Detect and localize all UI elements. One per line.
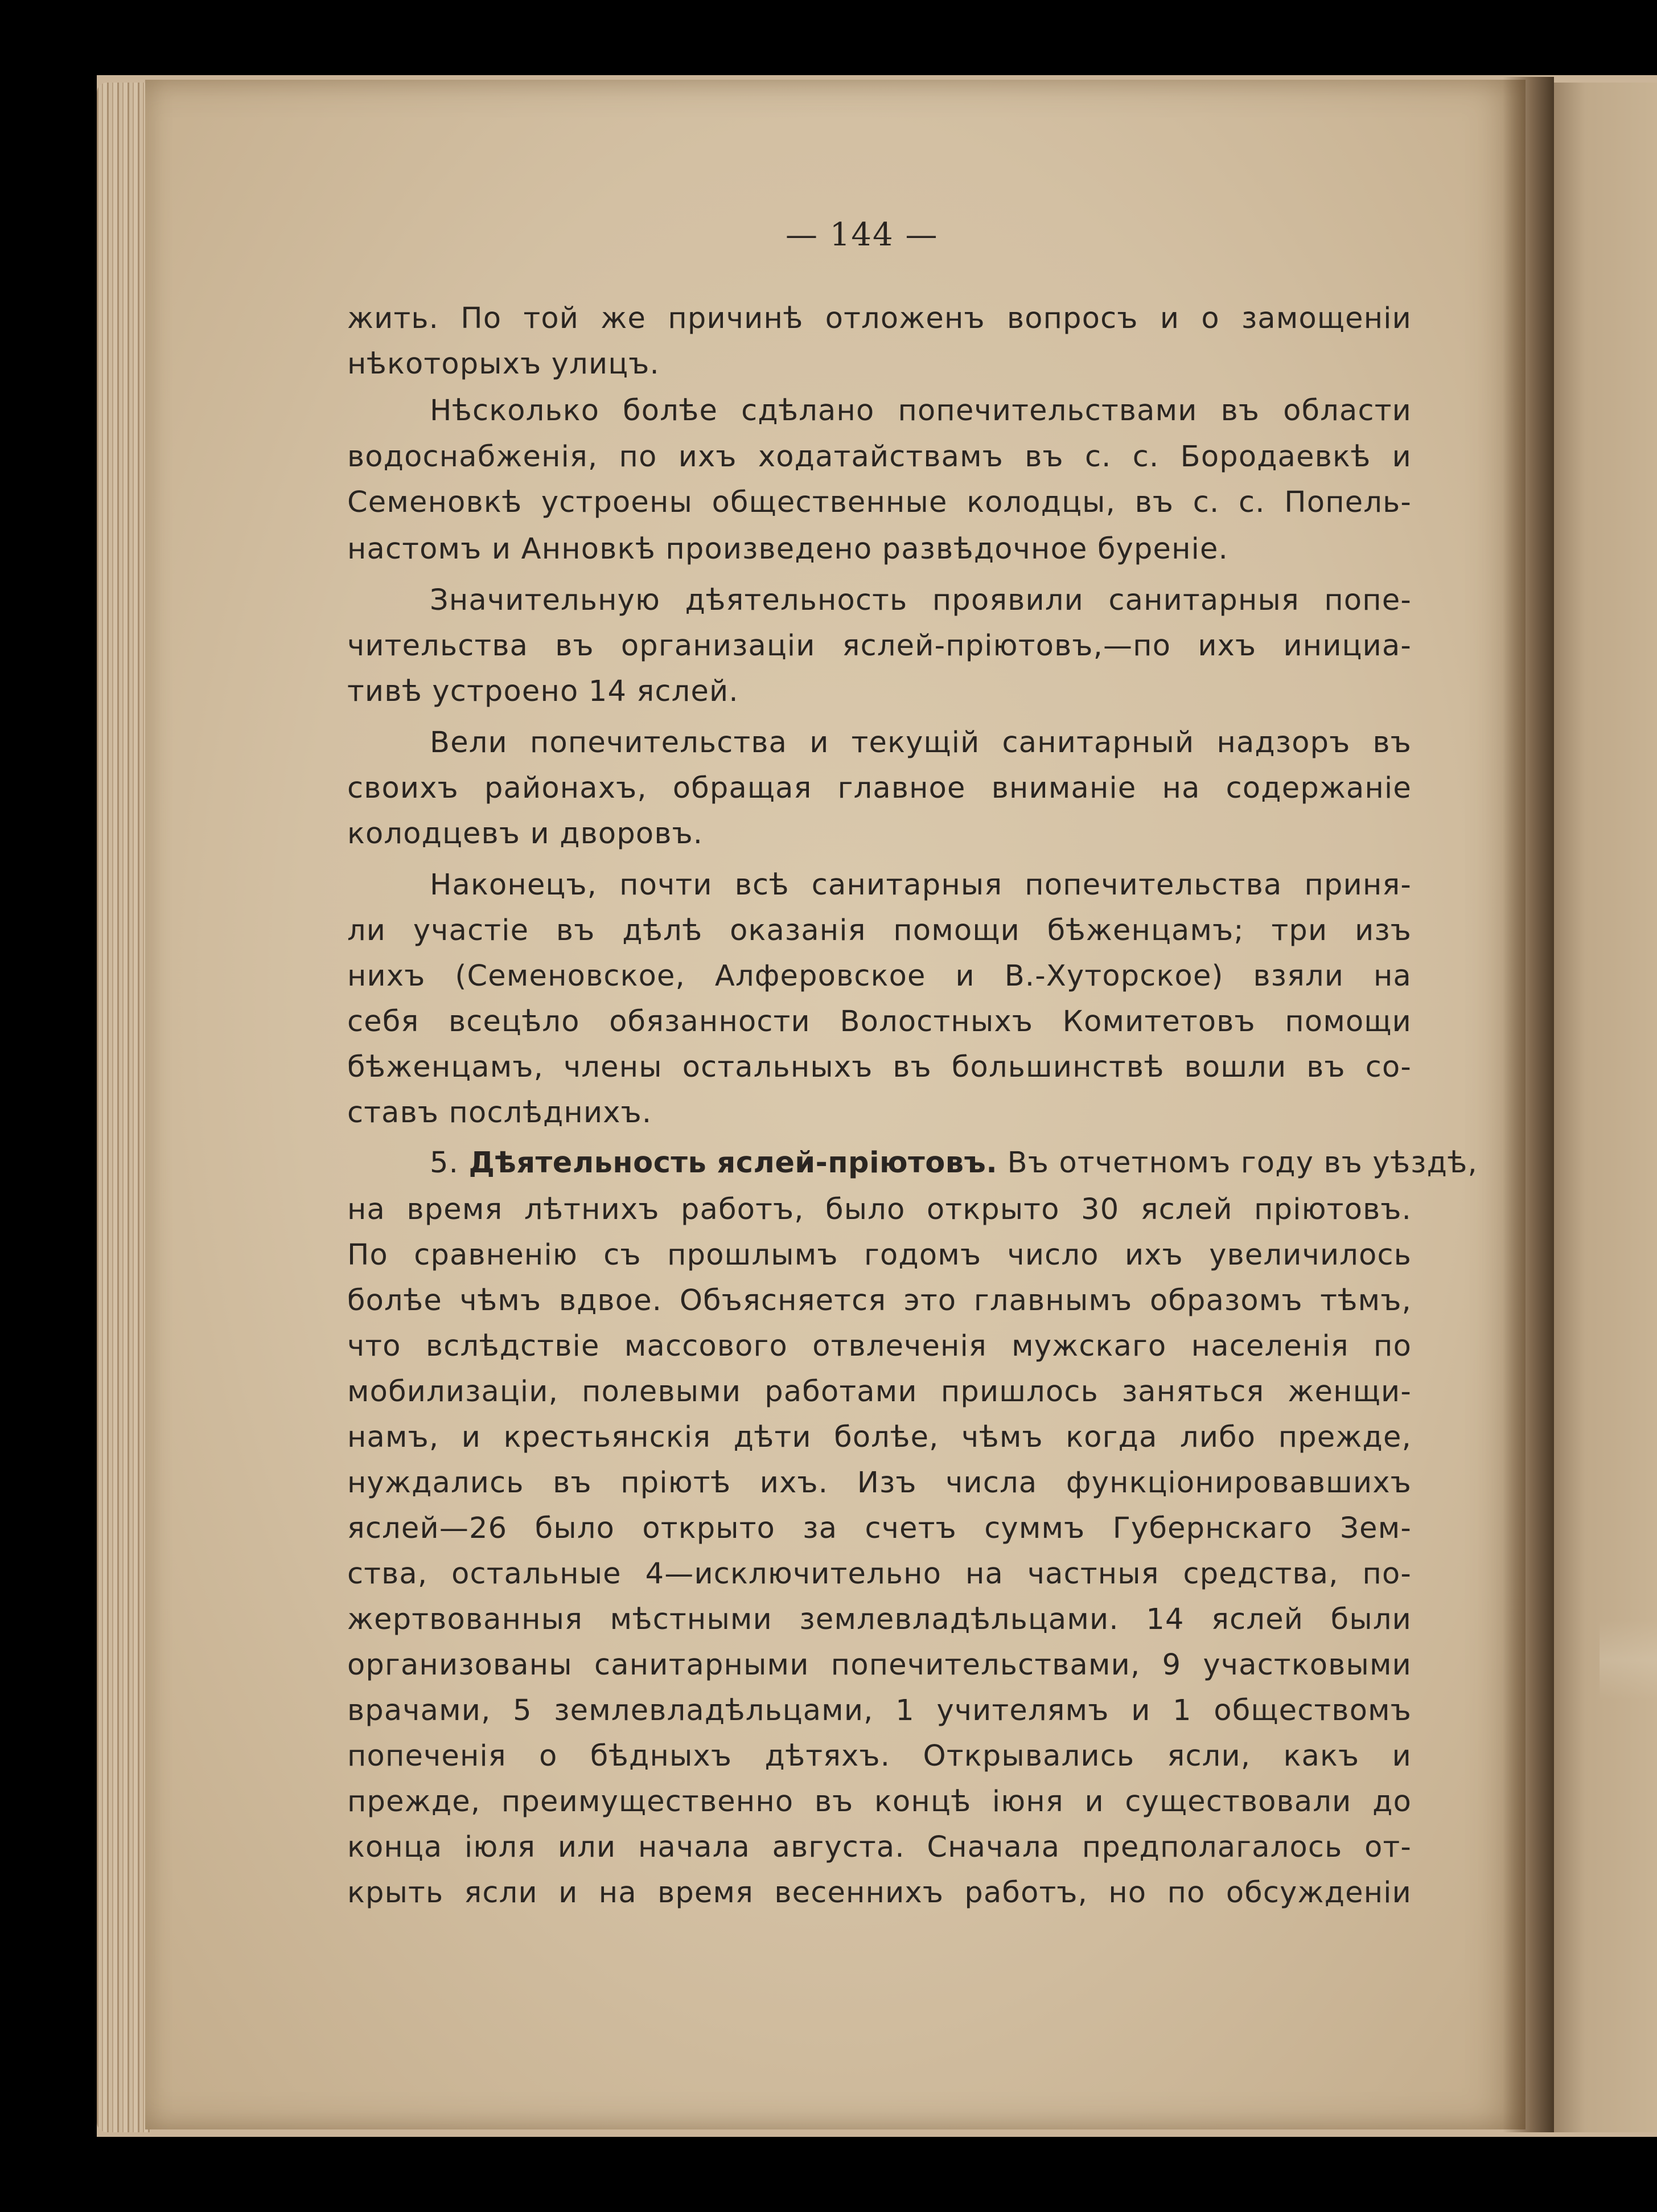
text-line: конца iюля или начала августа. Сначала предполагалось от- — [347, 1831, 1412, 1864]
text-line: настомъ и Анновкѣ произведено развѣдочное буренiе. — [347, 532, 1229, 566]
text-line: себя всецѣло обязанности Волостныхъ Комитетовъ помощи — [347, 1005, 1412, 1039]
text-line: бѣженцамъ, члены остальныхъ въ большинствѣ вошли въ со- — [347, 1050, 1412, 1084]
text-line: болѣе чѣмъ вдвое. Объясняется это главнымъ образомъ тѣмъ, — [347, 1284, 1412, 1318]
text-line: что вслѣдствiе массового отвлеченiя мужскаго населенiя по — [347, 1329, 1412, 1363]
text-line: Вели попечительства и текущiй санитарный надзоръ въ — [430, 726, 1412, 760]
text-line: попеченiя о бѣдныхъ дѣтяхъ. Открывались ясли, какъ и — [347, 1739, 1412, 1773]
text-line: яслей—26 было открыто за счетъ суммъ Губернскаго Зем- — [347, 1512, 1412, 1545]
text-line: водоснабженiя, по ихъ ходатайствамъ въ с. с. Бородаевкѣ и — [347, 440, 1412, 474]
section-number: 5. — [430, 1146, 459, 1180]
page-edges — [97, 83, 151, 2132]
text-line: ставъ послѣднихъ. — [347, 1096, 652, 1130]
page-number: — 144 — — [786, 216, 939, 253]
text-line: жить. По той же причинѣ отложенъ вопросъ и о замощенiи — [347, 302, 1412, 335]
section-heading: Дѣятельность яслей-прiютовъ. — [468, 1146, 998, 1180]
text-line: чительства въ организацiи яслей-прiютовъ,—по ихъ инициа- — [347, 629, 1412, 663]
text-line: Нѣсколько болѣе сдѣлано попечительствами въ области — [430, 394, 1412, 428]
text-line: ства, остальные 4—исключительно на частныя средства, по- — [347, 1557, 1412, 1591]
text-line: прежде, преимущественно въ концѣ iюня и существовали до — [347, 1785, 1412, 1819]
text-line: нѣкоторыхъ улицъ. — [347, 347, 660, 381]
section-5-first-line — [430, 1140, 1478, 1186]
text-line: врачами, 5 землевладѣльцами, 1 учителямъ и 1 обществомъ — [347, 1694, 1412, 1727]
text-line: Семеновкѣ устроены общественные колодцы, въ с. с. Попель- — [347, 486, 1412, 519]
text-line: организованы санитарными попечительствами, 9 участковыми — [347, 1648, 1412, 1682]
text-line: на время лѣтнихъ работъ, было открыто 30 яслей прiютовъ. — [347, 1193, 1412, 1226]
text-line: Значительную дѣятельность проявили санитарныя попе- — [430, 584, 1412, 617]
text-line: ли участiе въ дѣлѣ оказанiя помощи бѣженцамъ; три изъ — [347, 914, 1412, 947]
text-line: нуждались въ прiютѣ ихъ. Изъ числа функцiонировавшихъ — [347, 1466, 1412, 1500]
text-line: нихъ (Семеновское, Алферовское и В.-Хуторское) взяли на — [347, 959, 1412, 993]
text-line: намъ, и крестьянскiя дѣти болѣе, чѣмъ когда либо прежде, — [347, 1421, 1412, 1454]
gutter-shadow — [1503, 77, 1554, 2132]
text-line: крыть ясли и на время весеннихъ работъ, но по обсужденiи — [347, 1876, 1412, 1910]
text-line: Наконецъ, почти всѣ санитарныя попечительства приня- — [430, 868, 1412, 902]
text-line: жертвованныя мѣстными землевладѣльцами. 14 яслей были — [347, 1603, 1412, 1636]
text-line: колодцевъ и дворовъ. — [347, 817, 704, 851]
text-line: По сравненiю съ прошлымъ годомъ число ихъ увеличилось — [347, 1238, 1412, 1272]
text-line: мобилизацiи, полевыми работами пришлось заняться женщи- — [347, 1375, 1412, 1409]
facing-page — [1554, 83, 1657, 2132]
text-line: тивѣ устроено 14 яслей. — [347, 675, 739, 708]
text-line: своихъ районахъ, обращая главное вниманiе на содержанiе — [347, 771, 1412, 805]
section-text: Въ отчетномъ году въ уѣздѣ, — [1007, 1146, 1478, 1180]
